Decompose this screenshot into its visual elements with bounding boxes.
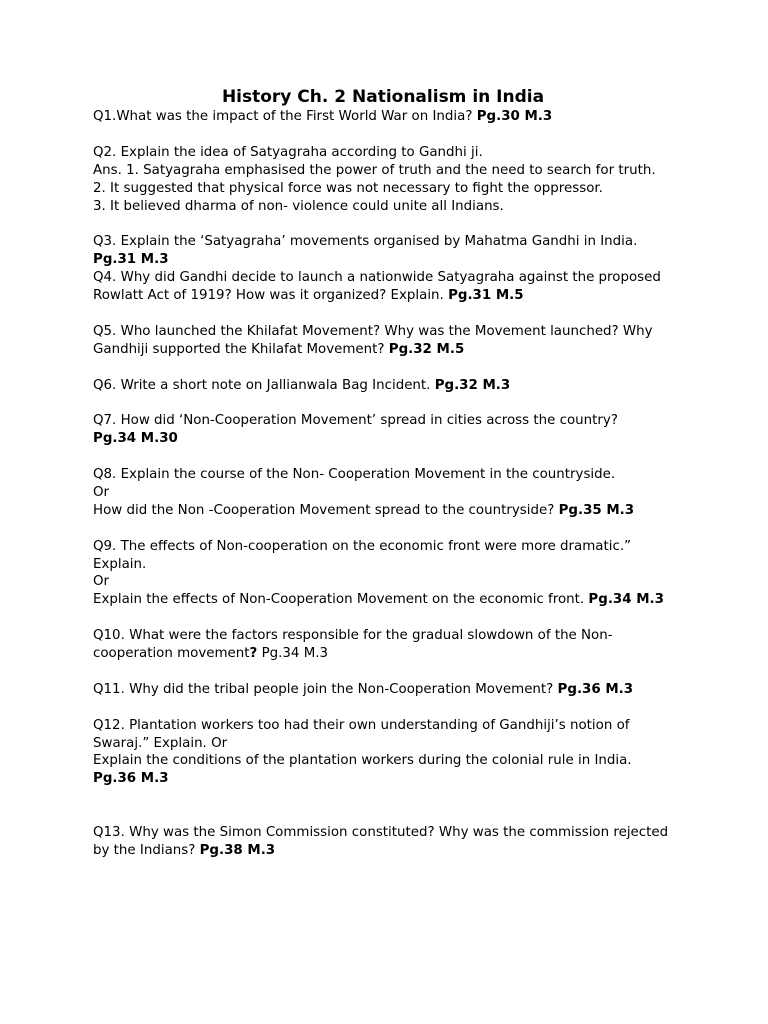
answer-2-point-2: 2. It suggested that physical force was not necessary to fight the oppressor. (93, 180, 603, 196)
or-separator: Or (93, 574, 110, 590)
question-10: Q10. What were the factors responsible for the gradual slowdown of the Non-cooperation movement? Pg.34 M.3 (93, 628, 613, 662)
question-9: Q9. The effects of Non-cooperation on the economic front were more dramatic.” Explain. (93, 538, 632, 572)
page-reference: Pg.30 M.3 (476, 109, 553, 124)
question-8-alternate: How did the Non -Cooperation Movement spread to the countryside? Pg.35 M.3 (93, 502, 635, 518)
question-6: Q6. Write a short note on Jallianwala Bag Incident. Pg.32 M.3 (93, 377, 511, 393)
page-reference: Pg.32 M.5 (388, 341, 465, 357)
question-1: Q1.What was the impact of the First World War on India? Pg.30 M.3 (93, 109, 553, 124)
page-reference: Pg.36 M.3 (93, 771, 169, 787)
question-13: Q13. Why was the Simon Commission constituted? Why was the commission rejected by the Indians? Pg.38 M.3 (93, 825, 669, 858)
question-3: Q3. Explain the ‘Satyagraha’ movements organised by Mahatma Gandhi in India. Pg.31 M.3 (93, 234, 638, 268)
question-7: Q7. How did ‘Non-Cooperation Movement’ spread in cities across the country? Pg.34 M.30 (93, 413, 618, 447)
page-reference: Pg.31 M.3 (93, 252, 169, 268)
question-4: Q4. Why did Gandhi decide to launch a nationwide Satyagraha against the proposed Rowlatt Act of 1919? How was it organized? Explain. Pg.31 M.5 (93, 270, 661, 304)
answer-2-point-3: 3. It believed dharma of non- violence could unite all Indians. (93, 198, 504, 214)
or-separator: Or (93, 484, 110, 500)
question-2: Q2. Explain the idea of Satyagraha according to Gandhi ji. (93, 144, 483, 160)
page-reference: Pg.36 M.3 (557, 681, 634, 697)
question-12: Q12. Plantation workers too had their own understanding of Gandhiji’s notion of Swaraj.” Explain. Or (93, 717, 630, 751)
page-reference: Pg.34 M.30 (93, 431, 178, 447)
page-reference: Pg.38 M.3 (199, 842, 276, 858)
question-9-alternate: Explain the effects of Non-Cooperation Movement on the economic front. Pg.34 M.3 (93, 592, 664, 608)
question-5: Q5. Who launched the Khilafat Movement? Why was the Movement launched? Why Gandhiji supported the Khilafat Movement? Pg.32 M.5 (93, 323, 653, 357)
document-body (93, 86, 683, 860)
question-8: Q8. Explain the course of the Non- Cooperation Movement in the countryside. (93, 467, 616, 483)
page-reference: Pg.32 M.3 (434, 377, 511, 393)
page-reference: Pg.35 M.3 (558, 502, 635, 518)
page-reference: Pg.34 M.3 (257, 646, 329, 662)
question-11: Q11. Why did the tribal people join the Non-Cooperation Movement? Pg.36 M.3 (93, 681, 634, 697)
page-title: History Ch. 2 Nationalism in India (221, 87, 545, 107)
question-12-alternate: Explain the conditions of the plantation workers during the colonial rule in India. Pg.36 M.3 (93, 753, 632, 787)
answer-2-point-1: Ans. 1. Satyagraha emphasised the power of truth and the need to search for truth. (93, 162, 656, 178)
page-reference: Pg.34 M.3 (588, 592, 664, 608)
page-reference: Pg.31 M.5 (448, 288, 524, 304)
